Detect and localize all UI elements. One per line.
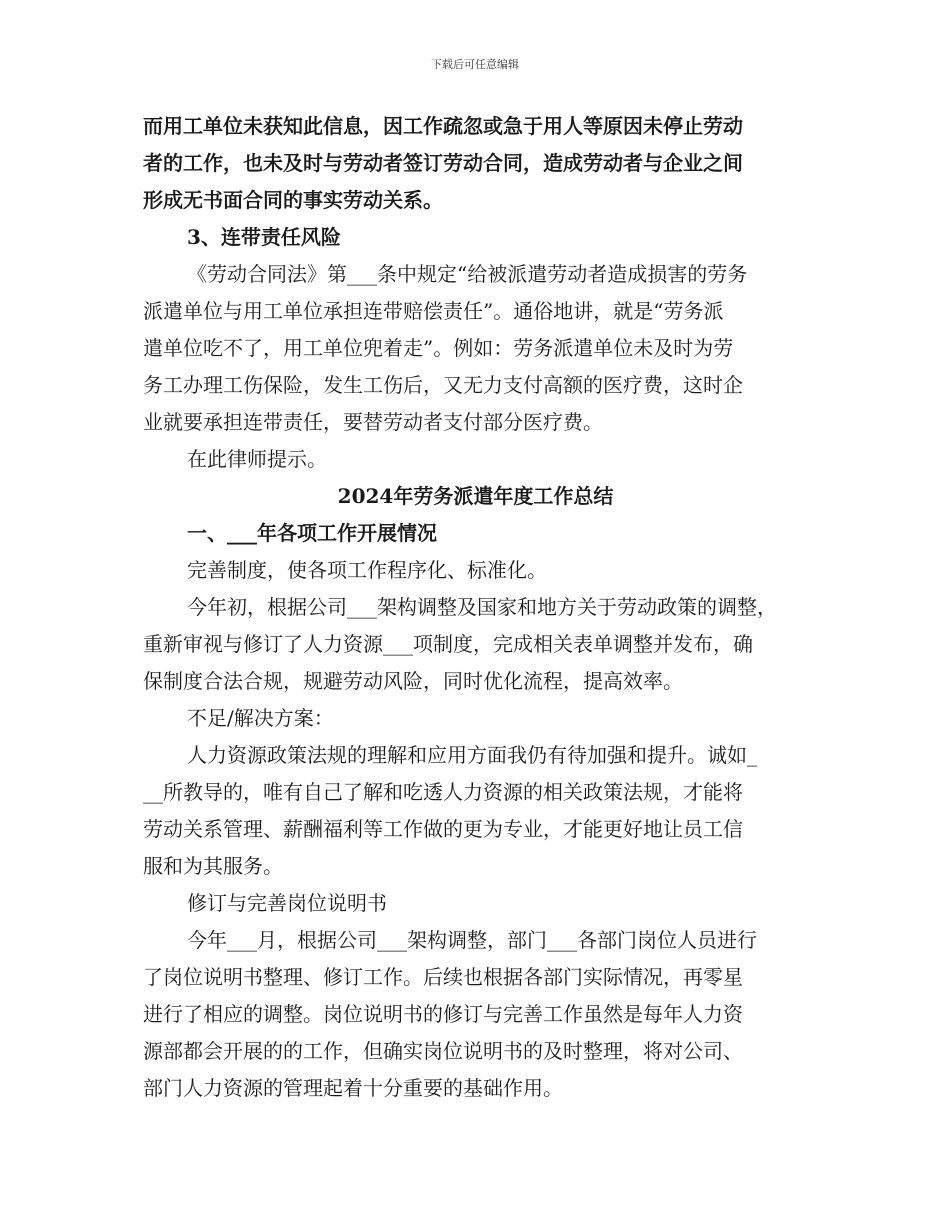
text-line: 而用工单位未获知此信息，因工作疏忽或急于用人等原因未停止劳动 xyxy=(143,114,743,138)
text-line: 2024年劳务派遣年度工作总结 xyxy=(337,484,614,508)
text-line: 源部都会开展的的工作，但确实岗位说明书的及时整理，将对公司、 xyxy=(143,1039,743,1063)
text-line: 一、___年各项工作开展情况 xyxy=(187,521,437,545)
text-line: 保制度合法合规，规避劳动风险，同时优化流程，提高效率。 xyxy=(143,669,683,693)
text-line: 了岗位说明书整理、修订工作。后续也根据各部门实际情况，再零星 xyxy=(143,965,743,989)
text-line: 派遣单位与用工单位承担连带赔偿责任”。通俗地讲，就是“劳务派 xyxy=(143,299,724,323)
text-line: 务工办理工伤保险，发生工伤后，又无力支付高额的医疗费，这时企 xyxy=(143,373,743,397)
document-body xyxy=(143,108,808,1107)
text-line: __所教导的，唯有自己了解和吃透人力资源的相关政策法规，才能将 xyxy=(143,780,743,804)
text-line: 者的工作，也未及时与劳动者签订劳动合同，造成劳动者与企业之间 xyxy=(143,151,743,175)
text-line: 在此律师提示。 xyxy=(187,447,327,471)
text-line: 修订与完善岗位说明书 xyxy=(187,891,387,915)
text-line: 今年___月，根据公司___架构调整，部门___各部门岗位人员进行 xyxy=(187,928,757,952)
text-line: 3、连带责任风险 xyxy=(187,225,341,249)
page-header-note: 下载后可任意编辑 xyxy=(431,58,519,71)
text-line: 劳动关系管理、薪酬福利等工作做的更为专业，才能更好地让员工信 xyxy=(143,817,743,841)
text-line: 遣单位吃不了，用工单位兜着走”。例如：劳务派遣单位未及时为劳 xyxy=(143,336,734,360)
text-line: 人力资源政策法规的理解和应用方面我仍有待加强和提升。诚如_ xyxy=(187,743,757,767)
text-line: 服和为其服务。 xyxy=(143,854,283,878)
text-line: 业就要承担连带责任，要替劳动者支付部分医疗费。 xyxy=(143,410,603,434)
text-line: 不足/解决方案： xyxy=(187,706,334,730)
text-line: 今年初，根据公司___架构调整及国家和地方关于劳动政策的调整， xyxy=(187,595,777,619)
text-line: 重新审视与修订了人力资源___项制度，完成相关表单调整并发布，确 xyxy=(143,632,753,656)
text-line: 《劳动合同法》第___条中规定“给被派遣劳动者造成损害的劳务 xyxy=(187,262,748,286)
text-line: 完善制度，使各项工作程序化、标准化。 xyxy=(187,558,547,582)
text-line: 形成无书面合同的事实劳动关系。 xyxy=(143,188,443,212)
text-line: 进行了相应的调整。岗位说明书的修订与完善工作虽然是每年人力资 xyxy=(143,1002,743,1026)
text-line: 部门人力资源的管理起着十分重要的基础作用。 xyxy=(143,1076,563,1100)
